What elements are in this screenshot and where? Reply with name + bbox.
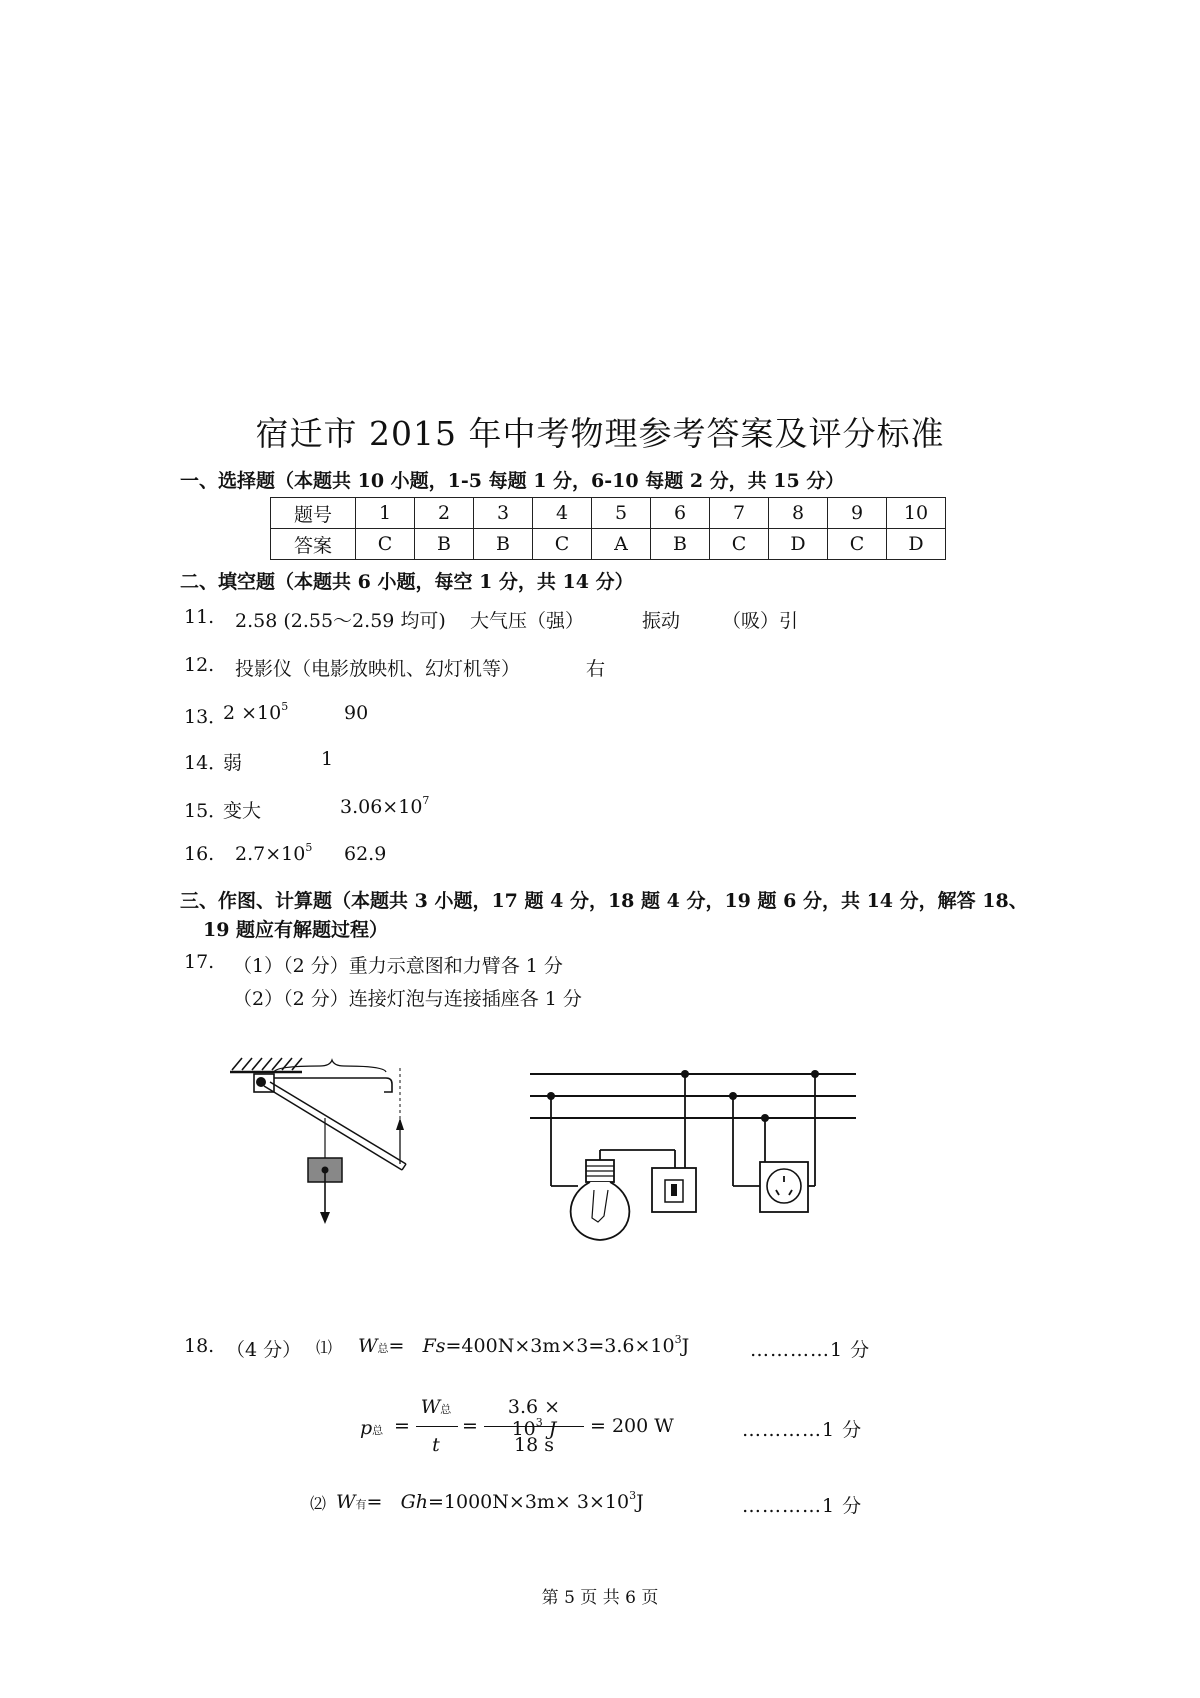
q13-number: 13．	[184, 706, 228, 728]
unit: J	[681, 1335, 690, 1357]
q16-answer-1-base: 2.7×10	[235, 843, 306, 865]
equals-sign: =	[388, 1335, 405, 1357]
q17-number: 17.	[184, 951, 215, 973]
q11-answer-3: 振动	[642, 610, 681, 632]
subscript-total: 总	[440, 1403, 452, 1416]
table-cell: 1	[356, 498, 415, 529]
fraction-1-denominator	[416, 1434, 456, 1456]
q18-line1-score: …………1 分	[750, 1339, 871, 1361]
section1-heading: 一、选择题（本题共 10 小题，1-5 每题 1 分，6-10 每题 2 分，共 15 分）	[180, 470, 845, 492]
q15-answer-1: 变大	[223, 800, 262, 822]
q17-line-2: （2）（2 分）连接灯泡与连接插座各 1 分	[233, 988, 582, 1010]
subscript-total: 总	[377, 1342, 389, 1355]
subscript-useful: 有	[355, 1498, 367, 1511]
q18-number: 18.	[184, 1335, 215, 1357]
fraction-bar-2	[484, 1426, 584, 1427]
var-gh: Gh	[400, 1491, 428, 1513]
q16-number: 16.	[184, 843, 215, 865]
table-cell: C	[356, 529, 415, 560]
table-cell: 10	[887, 498, 946, 529]
table-cell: B	[415, 529, 474, 560]
q16-answer-2: 62.9	[344, 843, 387, 865]
expression: =400N×3m×3=3.6×10	[445, 1335, 675, 1357]
section2-heading: 二、填空题（本题共 6 小题，每空 1 分，共 14 分）	[180, 571, 634, 593]
table-cell: D	[887, 529, 946, 560]
q15-number: 15．	[184, 800, 228, 822]
q15-answer-2-base: 3.06×10	[340, 796, 423, 818]
table-cell: C	[533, 529, 592, 560]
q12-answer-1: 投影仪（电影放映机、幻灯机等）	[235, 658, 521, 680]
var-fs: Fs	[422, 1335, 446, 1357]
q15-answer-2-exponent: 7	[422, 794, 430, 807]
q13-answer-1-base: 2 ×10	[223, 702, 282, 724]
fraction-1-numerator	[416, 1396, 456, 1418]
table-row-numbers	[271, 498, 946, 529]
q13-answer-1	[223, 702, 288, 724]
equals-sign: =	[366, 1491, 383, 1513]
lever-force-diagram	[180, 1048, 420, 1248]
q14-answer-2: 1	[321, 748, 334, 770]
q11-number: 11.	[184, 606, 215, 628]
q18-line2-result: = 200 W	[590, 1415, 674, 1437]
exponent: 3	[629, 1489, 637, 1502]
table-cell: 3	[474, 498, 533, 529]
table-cell: D	[769, 529, 828, 560]
q18-line3	[336, 1491, 644, 1513]
var-w: W	[420, 1396, 441, 1418]
table-cell: 9	[828, 498, 887, 529]
q13-answer-1-exponent: 5	[281, 700, 289, 713]
q14-number: 14．	[184, 752, 228, 774]
table-cell: C	[828, 529, 887, 560]
q18-part2-label: ⑵	[310, 1494, 327, 1513]
q18-line2-lhs	[360, 1417, 383, 1439]
fraction-bar-1	[416, 1426, 458, 1427]
q11-answer-4: （吸）引	[722, 610, 799, 632]
table-cell: 6	[651, 498, 710, 529]
table-cell: C	[710, 529, 769, 560]
page-footer: 第 5 页 共 6 页	[541, 1588, 659, 1608]
fraction-2-denominator: 18 s	[514, 1434, 554, 1456]
answer-table	[270, 497, 946, 560]
q14-answer-1: 弱	[223, 752, 243, 774]
q18-line2-score: …………1 分	[742, 1419, 863, 1441]
table-cell: 8	[769, 498, 828, 529]
var-w: W	[358, 1335, 378, 1357]
numerator-unit: J	[548, 1418, 557, 1440]
q18-line1	[358, 1335, 689, 1357]
table-cell: 5	[592, 498, 651, 529]
q11-answer-1: 2.58 (2.55～2.59 均可)	[235, 610, 446, 632]
numerator-exponent: 3	[535, 1416, 543, 1429]
var-t: t	[432, 1434, 440, 1456]
document-title: 宿迁市 2015 年中考物理参考答案及评分标准	[255, 414, 945, 453]
var-w: W	[336, 1491, 356, 1513]
table-cell: B	[651, 529, 710, 560]
exponent: 3	[674, 1333, 682, 1346]
circuit-wiring-diagram	[520, 1050, 870, 1250]
equals-sign-2: =	[462, 1415, 478, 1437]
q18-line3-score: …………1 分	[742, 1495, 863, 1517]
q18-score: （4 分）	[226, 1339, 302, 1361]
numerator-base: 3.6 × 10	[507, 1396, 561, 1440]
table-cell: B	[474, 529, 533, 560]
q13-answer-2: 90	[344, 702, 369, 724]
q12-number: 12.	[184, 654, 215, 676]
row-label-answer: 答案	[271, 529, 356, 560]
unit: J	[636, 1491, 644, 1513]
equals-sign-1: =	[394, 1415, 410, 1437]
table-cell: 4	[533, 498, 592, 529]
section3-heading-line2: 19 题应有解题过程）	[203, 919, 389, 941]
row-label-number: 题号	[271, 498, 356, 529]
table-cell: 2	[415, 498, 474, 529]
table-cell: A	[592, 529, 651, 560]
q12-answer-2: 右	[586, 658, 606, 680]
q11-answer-2: 大气压（强）	[470, 610, 585, 632]
q16-answer-1	[235, 843, 312, 865]
table-cell: 7	[710, 498, 769, 529]
q16-answer-1-exponent: 5	[305, 841, 313, 854]
section3-heading-line1: 三、作图、计算题（本题共 3 小题，17 题 4 分，18 题 4 分，19 题 6 分，共 14 分，解答 18、	[180, 890, 1028, 912]
table-row-answers	[271, 529, 946, 560]
subscript-total: 总	[372, 1424, 384, 1437]
q17-line-1: （1）（2 分）重力示意图和力臂各 1 分	[233, 955, 563, 977]
q15-answer-2	[340, 796, 429, 818]
q18-part1-label: ⑴	[316, 1338, 333, 1357]
expression: =1000N×3m× 3×10	[428, 1491, 630, 1513]
var-p: p	[360, 1417, 373, 1439]
